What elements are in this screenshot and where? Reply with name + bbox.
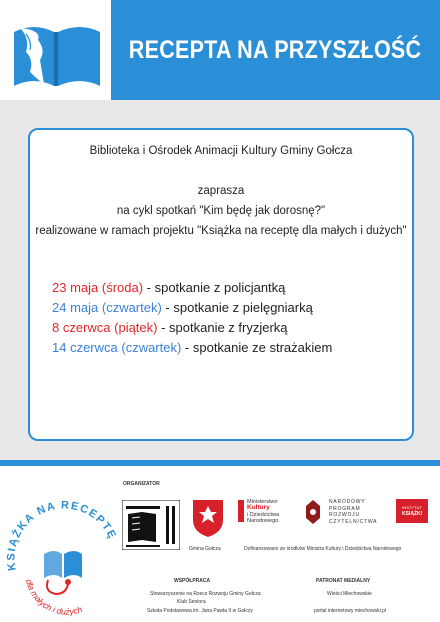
- svg-text:dla małych i dużych: [24, 578, 84, 616]
- cooperation-line: Szkoła Podstawowa im. Jana Pawła II w Gołczy: [147, 608, 253, 614]
- event-date: 8 czerwca (piątek): [52, 320, 158, 335]
- patronage-line: portal internetowy miechowski.pl: [314, 608, 386, 614]
- cycle-line: na cykl spotkań "Kim będę jak dorosnę?": [116, 205, 326, 217]
- coat-of-arms-icon: [191, 498, 225, 538]
- event-item: [52, 300, 313, 315]
- invite-line: zaprasza: [197, 185, 245, 197]
- event-item: [52, 340, 332, 355]
- event-desc: - spotkanie z policjantką: [143, 280, 286, 295]
- event-date: 14 czerwca (czwartek): [52, 340, 182, 355]
- header: [0, 0, 440, 100]
- nprcz-line: CZYTELNICTWA: [329, 518, 378, 525]
- ministry-logo: [247, 499, 280, 524]
- organizer-heading: ORGANIZATOR: [123, 481, 160, 487]
- ministry-line: i Dziedzictwa: [247, 511, 280, 518]
- patronage-line: Wieści Miechowskie: [327, 591, 372, 597]
- ik-logo: [396, 499, 428, 523]
- event-desc: - spotkanie z pielęgniarką: [161, 300, 313, 315]
- invitation-card: [28, 128, 414, 441]
- gmina-label: Gmina Gołcza: [189, 546, 221, 552]
- ministry-line: Narodowego.: [247, 517, 280, 524]
- book-stethoscope-icon: [44, 551, 82, 594]
- event-date: 23 maja (środa): [52, 280, 144, 295]
- footer: [0, 466, 440, 622]
- event-desc: - spotkanie z fryzjerką: [157, 320, 288, 335]
- project-line: realizowane w ramach projektu "Książka na receptę dla małych i dużych": [35, 225, 407, 237]
- page-title: RECEPTA NA PRZYSZŁOŚĆ: [129, 35, 422, 64]
- event-date: 24 maja (czwartek): [52, 300, 162, 315]
- event-item: [52, 280, 285, 295]
- nprcz-emblem: [306, 500, 320, 524]
- book-logo: [0, 0, 111, 100]
- cooperation-line: Klub Seniora: [177, 599, 206, 605]
- event-item: [52, 320, 288, 335]
- nprcz-line: ROZWOJU: [329, 512, 360, 518]
- ministry-line: Kultury: [247, 504, 270, 512]
- library-logo: [122, 500, 180, 550]
- open-book-icon: [0, 0, 111, 100]
- cooperation-heading: WSPÓŁPRACA: [174, 578, 211, 584]
- ik-line: KSIĄŻKI: [402, 511, 422, 517]
- nprcz-logo: [329, 499, 377, 525]
- campaign-logo: [4, 496, 124, 618]
- title-banner: [111, 0, 440, 100]
- campaign-logo-bottom: dla małych i dużych: [23, 578, 84, 617]
- ministry-emblem: [238, 500, 244, 522]
- nprcz-line: NARODOWY: [329, 499, 366, 505]
- event-desc: - spotkanie ze strażakiem: [181, 340, 333, 355]
- funding-note: Dofinansowano ze środków Ministra Kultury i Dziedzictwa Narodowego: [244, 546, 402, 552]
- campaign-logo-top: KSIĄŻKA NA RECEPTĘ: [5, 499, 119, 572]
- cooperation-line: Stowarzyszenie na Rzecz Rozwoju Gminy Gołcza: [150, 591, 261, 597]
- ministry-line: Ministerstwo: [247, 499, 278, 505]
- patronage-heading: PATRONAT MEDIALNY: [316, 578, 371, 584]
- organizer-line: Biblioteka i Ośrodek Animacji Kultury Gminy Gołcza: [89, 145, 353, 157]
- ik-line: INSTYTUT: [402, 505, 422, 510]
- nprcz-line: PROGRAM: [329, 505, 361, 512]
